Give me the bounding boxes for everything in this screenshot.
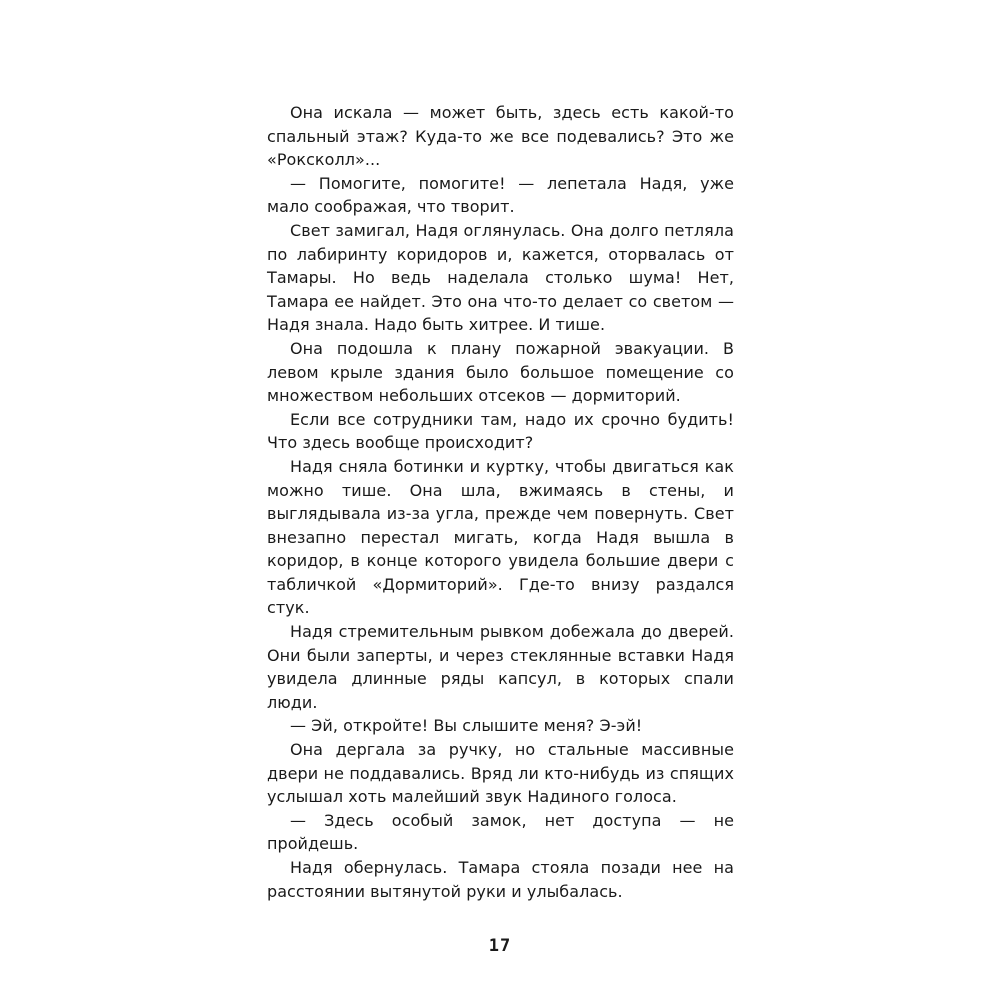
page-body	[267, 101, 734, 903]
paragraph: Надя сняла ботинки и куртку, чтобы двигаться как можно тише. Она шла, вжимаясь в стены, и выглядывала из-за угла, прежде чем повернуть. Свет внезапно перестал мигать, когда Надя вышла в коридор, в конце которого увидела большие двери с табличкой «Дормиторий». Где-то внизу раздался стук.	[267, 456, 734, 618]
paragraph: Если все сотрудники там, надо их срочно будить! Что здесь вообще происходит?	[267, 409, 734, 453]
page-number: 17	[488, 936, 512, 956]
paragraph: Надя стремительным рывком добежала до дверей. Они были заперты, и через стеклянные вставки Надя увидела длинные ряды капсул, в которых спали люди.	[267, 622, 734, 712]
paragraph: — Эй, откройте! Вы слышите меня? Э-эй!	[290, 716, 643, 736]
paragraph: Надя обернулась. Тамара стояла позади нее на расстоянии вытянутой руки и улыбалась.	[267, 858, 734, 901]
paragraph: — Помогите, помогите! — лепетала Надя, уже мало соображая, что творит.	[267, 173, 734, 217]
paragraph: Свет замигал, Надя оглянулась. Она долго петляла по лабиринту коридоров и, кажется, оторвалась от Тамары. Но ведь наделала столько шума! Нет, Тамара ее найдет. Это она что-то делает со светом — Надя знала. Надо быть хитрее. И тише.	[267, 220, 734, 335]
paragraph: Она подошла к плану пожарной эвакуации. В левом крыле здания было большое помещение со множеством небольших отсеков — дормиторий.	[267, 338, 734, 406]
paragraph: Она искала — может быть, здесь есть какой-то спальный этаж? Куда-то же все подевались? Это же «Роксколл»...	[267, 103, 734, 170]
paragraph: Она дергала за ручку, но стальные массивные двери не поддавались. Вряд ли кто-нибудь из спящих услышал хоть малейший звук Надиного голоса.	[267, 740, 734, 807]
paragraph: — Здесь особый замок, нет доступа — не пройдешь.	[267, 810, 734, 854]
